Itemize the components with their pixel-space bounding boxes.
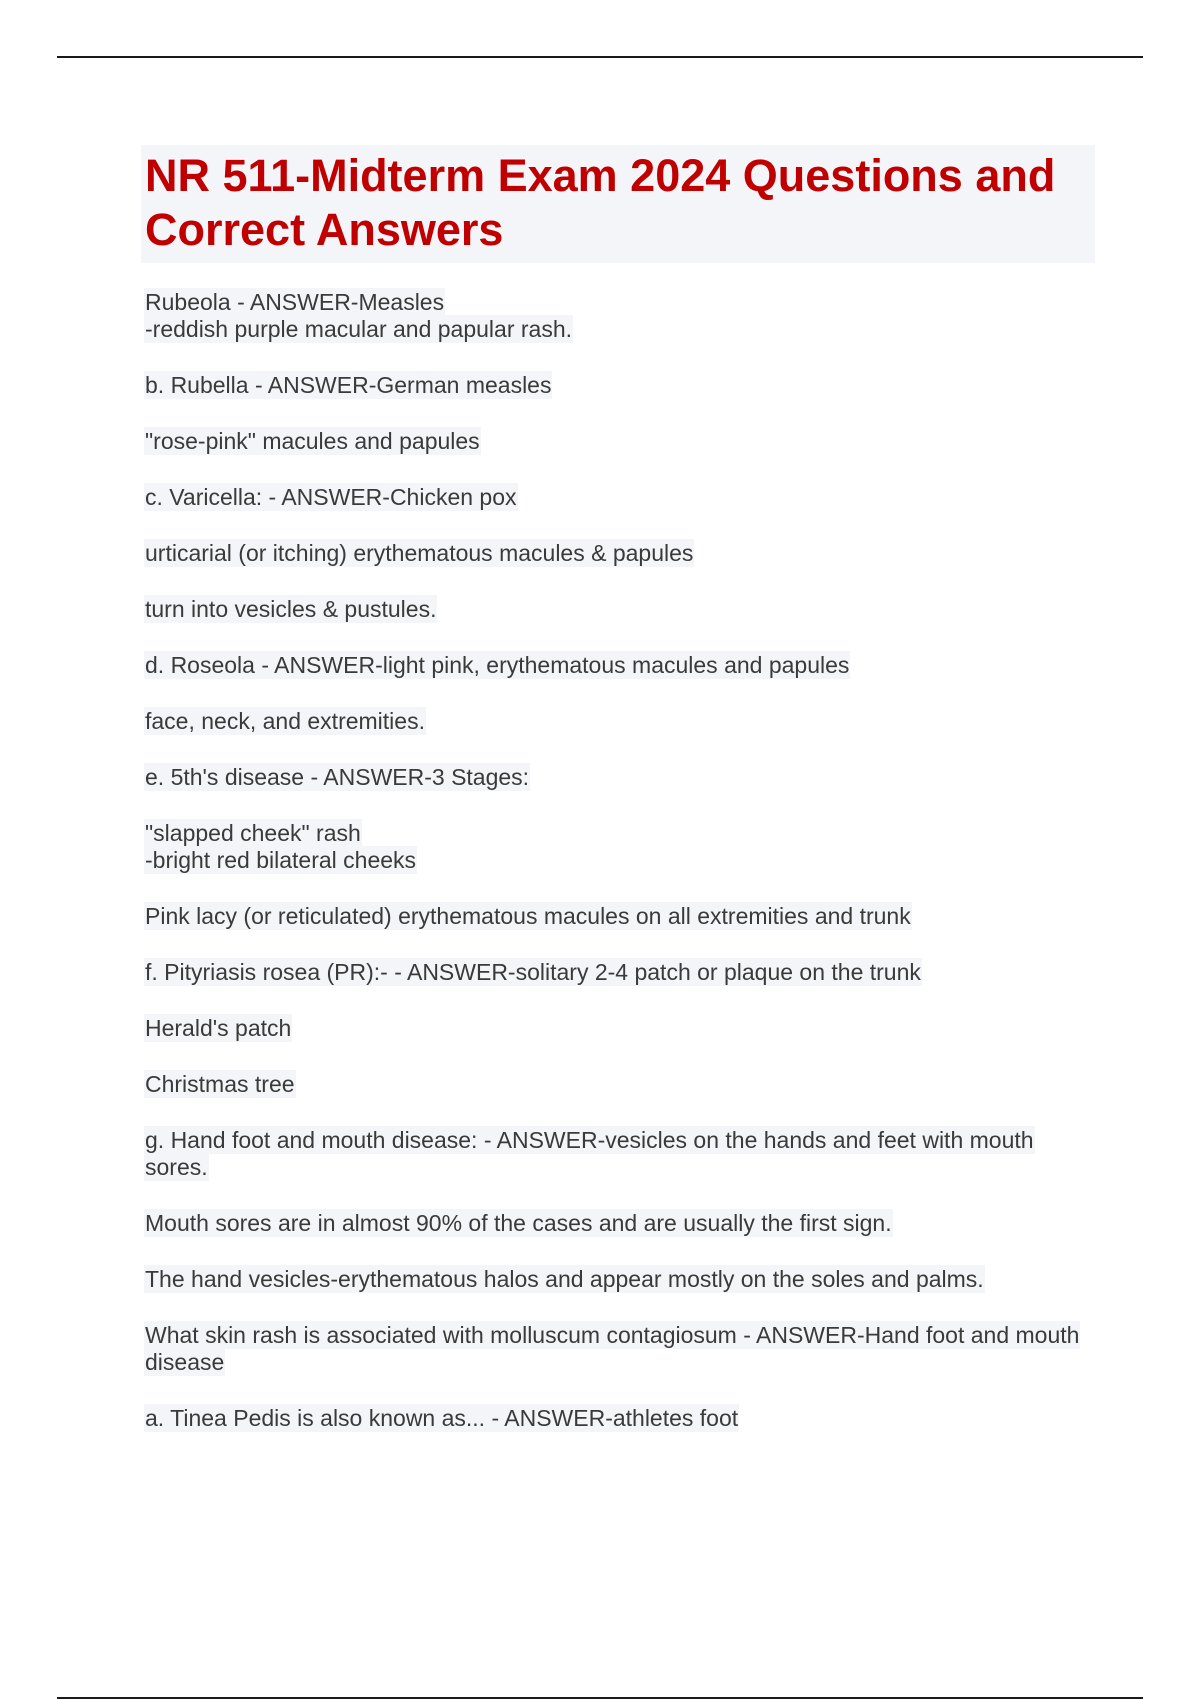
qa-paragraph <box>144 1127 1094 1181</box>
qa-paragraph <box>144 764 1094 791</box>
qa-paragraph <box>144 1015 1094 1042</box>
qa-line: urticarial (or itching) erythematous macules & papules <box>145 540 694 566</box>
qa-paragraph <box>144 1322 1094 1376</box>
qa-line: Pink lacy (or reticulated) erythematous macules on all extremities and trunk <box>145 903 911 929</box>
qa-paragraph <box>144 428 1094 455</box>
qa-line: c. Varicella: - ANSWER-Chicken pox <box>145 484 517 510</box>
qa-line: Mouth sores are in almost 90% of the cases and are usually the first sign. <box>145 1210 892 1236</box>
qa-paragraph <box>144 903 1094 930</box>
qa-paragraph <box>144 1071 1094 1098</box>
qa-paragraph <box>144 652 1094 679</box>
qa-paragraph <box>144 1210 1094 1237</box>
qa-line: -reddish purple macular and papular rash. <box>145 316 573 342</box>
document-title: NR 511-Midterm Exam 2024 Questions and Correct Answers <box>145 150 1056 255</box>
qa-line: f. Pityriasis rosea (PR):- - ANSWER-solitary 2-4 patch or plaque on the trunk <box>145 959 921 985</box>
footer-rule <box>57 1697 1143 1699</box>
qa-paragraph <box>144 708 1094 735</box>
qa-paragraph <box>144 540 1094 567</box>
qa-line: -bright red bilateral cheeks <box>145 847 417 873</box>
qa-line: face, neck, and extremities. <box>145 708 425 734</box>
qa-paragraph <box>144 372 1094 399</box>
qa-paragraph <box>144 1405 1094 1432</box>
header-rule <box>57 56 1143 58</box>
qa-line: What skin rash is associated with molluscum contagiosum - ANSWER-Hand foot and mouth disease <box>145 1322 1080 1375</box>
document-body <box>144 145 1094 1461</box>
qa-paragraph <box>144 959 1094 986</box>
qa-line: e. 5th's disease - ANSWER-3 Stages: <box>145 764 530 790</box>
title-block <box>141 145 1095 263</box>
qa-paragraph <box>144 1266 1094 1293</box>
qa-line: a. Tinea Pedis is also known as... - ANSWER-athletes foot <box>145 1405 739 1431</box>
qa-paragraph <box>144 484 1094 511</box>
qa-line: "rose-pink" macules and papules <box>145 428 480 454</box>
qa-line: b. Rubella - ANSWER-German measles <box>145 372 552 398</box>
qa-line: "slapped cheek" rash <box>145 820 361 846</box>
qa-line: g. Hand foot and mouth disease: - ANSWER-vesicles on the hands and feet with mouth sores. <box>145 1127 1034 1180</box>
qa-line: Christmas tree <box>145 1071 295 1097</box>
qa-paragraph <box>144 596 1094 623</box>
qa-line: d. Roseola - ANSWER-light pink, erythematous macules and papules <box>145 652 850 678</box>
qa-line: The hand vesicles-erythematous halos and appear mostly on the soles and palms. <box>145 1266 984 1292</box>
qa-paragraph <box>144 820 1094 874</box>
qa-paragraph <box>144 289 1094 343</box>
qa-line: Rubeola - ANSWER-Measles <box>145 289 445 315</box>
qa-line: turn into vesicles & pustules. <box>145 596 437 622</box>
qa-list <box>144 289 1094 1432</box>
qa-line: Herald's patch <box>145 1015 292 1041</box>
